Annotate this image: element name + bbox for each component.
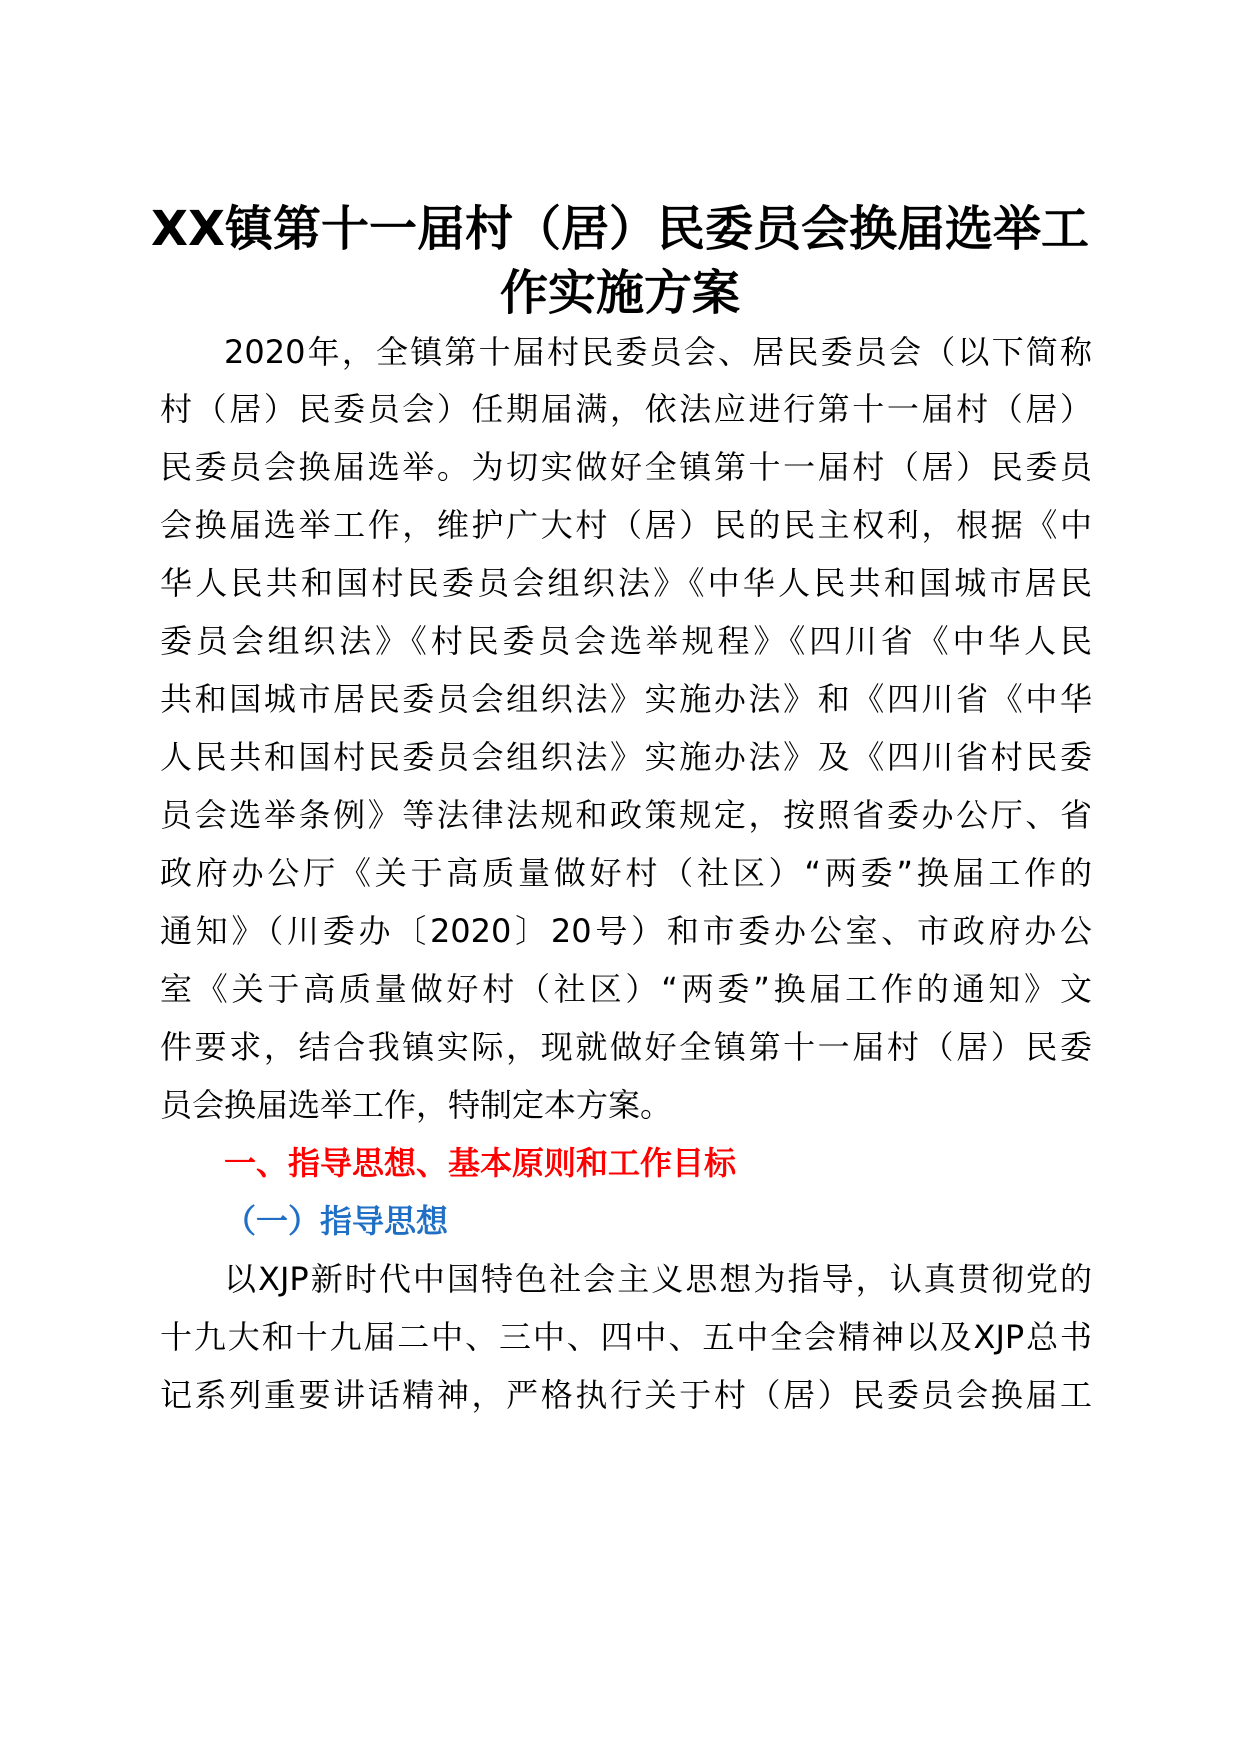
paragraph-1-line: 村（居）民委员会）任期届满，依法应进行第十一届村（居） bbox=[160, 390, 1092, 428]
paragraph-2-line: 记系列重要讲话精神，严格执行关于村（居）民委员会换届工 bbox=[160, 1376, 1092, 1414]
paragraph-1-line: 委员会组织法》《村民委员会选举规程》《四川省《中华人民 bbox=[160, 622, 1092, 660]
paragraph-1-line: 员会选举条例》等法律法规和政策规定，按照省委办公厅、省 bbox=[160, 796, 1092, 834]
paragraph-1-line: 2020年，全镇第十届村民委员会、居民委员会（以下简称 bbox=[224, 333, 1092, 371]
paragraph-1-line: 员会换届选举工作，特制定本方案。 bbox=[160, 1086, 673, 1124]
section-heading-1: 一、指导思想、基本原则和工作目标 bbox=[224, 1144, 737, 1182]
paragraph-2-line: 以XJP新时代中国特色社会主义思想为指导，认真贯彻党的 bbox=[224, 1260, 1092, 1298]
paragraph-1-line: 人民共和国村民委员会组织法》实施办法》及《四川省村民委 bbox=[160, 738, 1092, 776]
paragraph-1-line: 室《关于高质量做好村（社区）“两委”换届工作的通知》文 bbox=[160, 970, 1092, 1008]
paragraph-1-line: 件要求，结合我镇实际，现就做好全镇第十一届村（居）民委 bbox=[160, 1028, 1092, 1066]
paragraph-1-line: 共和国城市居民委员会组织法》实施办法》和《四川省《中华 bbox=[160, 680, 1092, 718]
document-title-line-2: 作实施方案 bbox=[499, 265, 740, 321]
paragraph-1-line: 政府办公厅《关于高质量做好村（社区）“两委”换届工作的 bbox=[160, 854, 1092, 892]
paragraph-1-line: 会换届选举工作，维护广大村（居）民的民主权利，根据《中 bbox=[160, 506, 1092, 544]
paragraph-2-line: 十九大和十九届二中、三中、四中、五中全会精神以及XJP总书 bbox=[160, 1318, 1092, 1356]
paragraph-1-line: 华人民共和国村民委员会组织法》《中华人民共和国城市居民 bbox=[160, 564, 1092, 602]
subsection-heading-1: （一）指导思想 bbox=[224, 1202, 449, 1240]
paragraph-1-line: 通知》（川委办〔2020〕20号）和市委办公室、市政府办公 bbox=[160, 912, 1092, 950]
paragraph-1-line: 民委员会换届选举。为切实做好全镇第十一届村（居）民委员 bbox=[160, 448, 1092, 486]
document-title-line-1: XX镇第十一届村（居）民委员会换届选举工 bbox=[150, 201, 1090, 257]
